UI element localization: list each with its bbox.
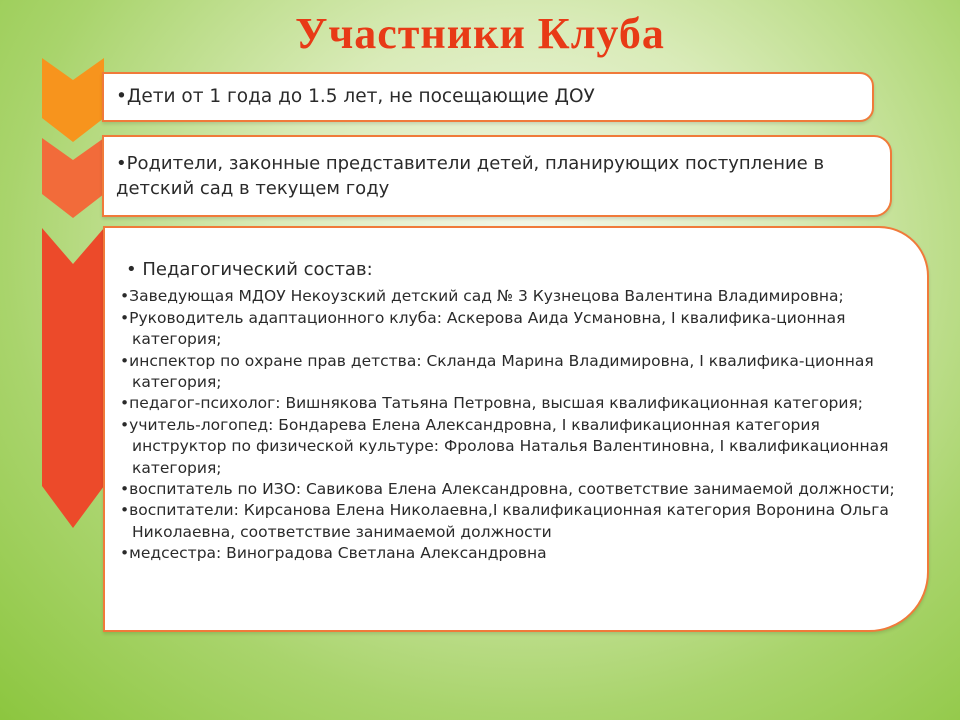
page-title: Участники Клуба	[295, 9, 665, 58]
chevron-arrow-3	[42, 228, 104, 528]
section-text-parents: •Родители, законные представители детей, планирующих поступление в детский сад в текущем году	[116, 153, 825, 199]
list-item: •педагог-психолог: Вишнякова Татьяна Петровна, высшая квалификационная категория;	[120, 394, 864, 413]
list-item: •воспитатель по ИЗО: Савикова Елена Александровна, соответствие занимаемой должности;	[120, 480, 895, 499]
chevron-shape-3	[42, 228, 104, 528]
section-box-children	[102, 72, 874, 122]
staff-heading: • Педагогический состав:	[126, 259, 373, 280]
list-item: •Заведующая МДОУ Некоузский детский сад № 3 Кузнецова Валентина Владимировна;	[120, 287, 844, 306]
chevron-arrow-2	[42, 138, 104, 218]
list-item: •учитель-логопед: Бондарева Елена Александровна, I квалификационная категория	[120, 415, 820, 434]
list-item: •медсестра: Виноградова Светлана Александровна	[120, 544, 547, 563]
section-box-parents	[102, 135, 892, 217]
section-box-staff	[103, 226, 929, 632]
chevron-shape-1	[42, 58, 104, 142]
list-item: •инспектор по охране прав детства: Скланда Марина Владимировна, I квалифика-ционная категория;	[120, 351, 874, 392]
staff-list	[120, 259, 910, 565]
list-item: •воспитатели: Кирсанова Елена Николаевна,I квалификационная категория Воронина Ольга Николаевна, соответствие занимаемой должности	[120, 501, 889, 541]
list-item: •Руководитель адаптационного клуба: Аскерова Аида Усмановна, I квалифика-ционная категория;	[120, 308, 846, 349]
chevron-shape-2	[42, 138, 104, 218]
chevron-arrow-1	[42, 58, 104, 142]
section-text-children: •Дети от 1 года до 1.5 лет, не посещающие ДОУ	[116, 86, 595, 107]
list-item: инструктор по физической культуре: Фролова Наталья Валентиновна, I квалификационная категория;	[132, 437, 889, 477]
